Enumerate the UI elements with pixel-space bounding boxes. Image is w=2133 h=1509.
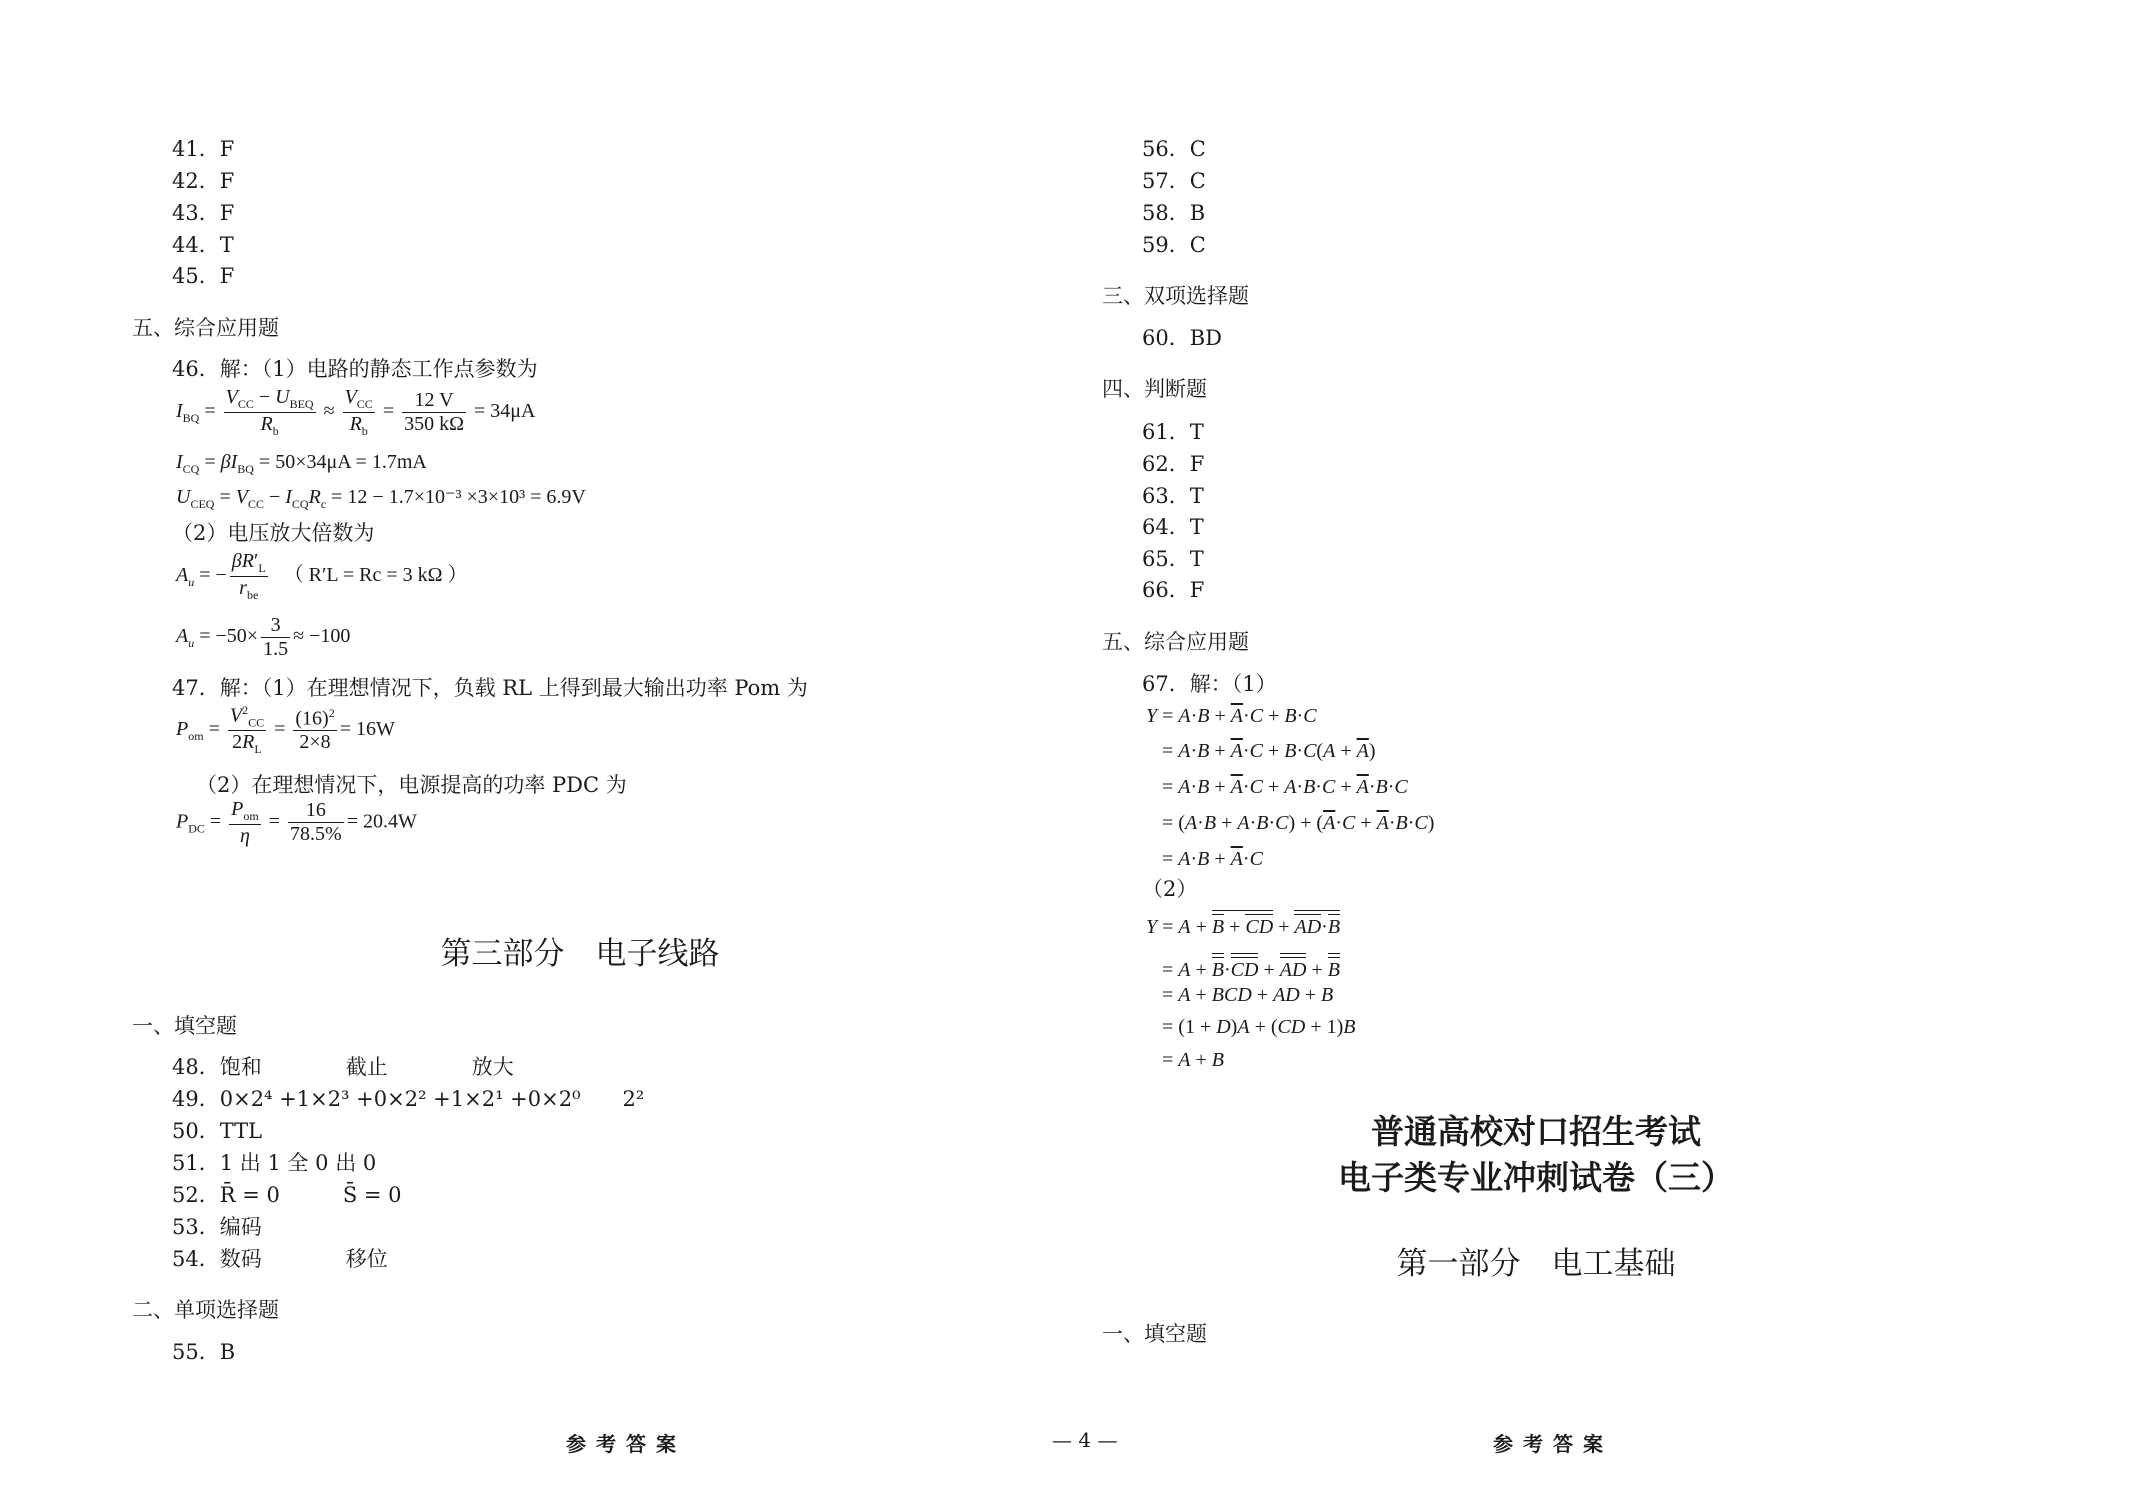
answer-48: 48．饱和 截止 放大 [172, 1055, 514, 1079]
q67-eq-2: = $A\cdot B + \overline{A}\cdot C + B\cdot C(A + \overline{A})$ [1162, 740, 1376, 762]
section-heading-3: 三、双项选择题 [1102, 284, 1249, 308]
q47-intro: 47．解：（1）在理想情况下，负载 RL 上得到最大输出功率 Pom 为 [172, 676, 808, 700]
answer-60: 60．BD [1142, 326, 1223, 350]
q67-eq-9: = (1 + D)A + (CD + 1)B [1162, 1016, 1356, 1038]
q46-equation-icq: $I_{CQ} = \beta I_{BQ} = 50\times 34\mu A = 1.7mA$ [176, 451, 427, 476]
q67-eq-1: $Y = A\cdot B + \overline{A}\cdot C + B\cdot C$ [1146, 705, 1317, 727]
answer-41: 41．F [172, 137, 235, 161]
q46-intro: 46．解：（1）电路的静态工作点参数为 [172, 357, 538, 381]
answer-45: 45．F [172, 264, 235, 288]
answer-43: 43．F [172, 201, 235, 225]
q47-part2: （2）在理想情况下，电源提高的功率 PDC 为 [196, 773, 627, 797]
page-number: — 4 — [1052, 1428, 1118, 1452]
section-heading-2: 二、单项选择题 [132, 1298, 279, 1322]
section-heading-1: 一、填空题 [132, 1014, 237, 1038]
exam-title-line-2: 电子类专业冲刺试卷（三） [1338, 1158, 1734, 1197]
q46-part2: （2）电压放大倍数为 [172, 521, 375, 545]
answer-58: 58．B [1142, 201, 1206, 225]
answer-61: 61．T [1142, 420, 1204, 444]
answer-59: 59．C [1142, 233, 1206, 257]
answer-53: 53．编码 [172, 1215, 262, 1239]
q46-equation-au: $A_u$ = − $\frac{\beta R'_L}{r_{be}}$ （ R′L = Rc = 3 kΩ ） [176, 550, 468, 602]
answer-64: 64．T [1142, 515, 1204, 539]
section-heading-1: 一、填空题 [1102, 1322, 1207, 1346]
left-page [0, 0, 1066, 1509]
answer-51: 51．1 出 1 全 0 出 0 [172, 1151, 377, 1175]
q47-equation-pdc: $P_{DC}$ = $\frac{P_{om}}{\eta}$ = $\frac{16}{78.5\%}$ = 20.4W [176, 798, 417, 847]
answer-49: 49．0×2⁴ +1×2³ +0×2² +1×2¹ +0×2⁰ 2² [172, 1087, 645, 1111]
answer-63: 63．T [1142, 484, 1204, 508]
q67-eq-5: = $A\cdot B + \overline{A}\cdot C$ [1162, 848, 1263, 870]
q67-eq-6: Y = A + B + CD + AD·B [1146, 910, 1340, 937]
answer-57: 57．C [1142, 169, 1206, 193]
left-footer: 参考答案 [566, 1432, 686, 1456]
answer-44: 44．T [172, 233, 234, 257]
q67-part2: （2） [1142, 877, 1198, 901]
section-heading-5: 五、综合应用题 [132, 316, 279, 340]
q67-intro: 67．解：（1） [1142, 672, 1277, 696]
exam-title-line-1: 普通高校对口招生考试 [1371, 1112, 1701, 1151]
q46-equation-uceq: $U_{CEQ} = V_{CC} - I_{CQ}R_c = 12 - 1.7\times 10^{-3} \times 3\times 10^3 = 6.9V$ [176, 486, 586, 511]
answer-52: 52．R̄ = 0 S̄ = 0 [172, 1183, 402, 1207]
q67-eq-4: = $(A\cdot B + A\cdot B\cdot C) + (\overline{A}\cdot C + \overline{A}\cdot B\cdot C)$ [1162, 812, 1435, 834]
q67-eq-8: = A + BCD + AD + B [1162, 984, 1334, 1006]
q46-equation-ibq: $I_{BQ}$ = $\frac{V_{CC} - U_{BEQ}}{R_b}$ ≈ $\frac{V_{CC}}{R_b}$ = $\frac{12 V}{350 k\Omega}$ = 34μA [176, 386, 536, 438]
answer-65: 65．T [1142, 547, 1204, 571]
answer-50: 50．TTL [172, 1119, 263, 1143]
answer-62: 62．F [1142, 452, 1205, 476]
right-footer: 参考答案 [1493, 1432, 1613, 1456]
section-heading-4: 四、判断题 [1102, 377, 1207, 401]
right-page [1066, 0, 2133, 1509]
answer-54: 54．数码 移位 [172, 1247, 388, 1271]
section-heading-5: 五、综合应用题 [1102, 630, 1249, 654]
q46-equation-au-value: $A_u = -50\times$ $\frac{3}{1.5}$ ≈ −100 [176, 614, 351, 660]
q67-eq-3: = $A\cdot B + \overline{A}\cdot C + A\cdot B\cdot C + \overline{A}\cdot B\cdot C$ [1162, 776, 1408, 798]
q67-eq-10: = A + B [1162, 1049, 1224, 1071]
q47-equation-pom: $P_{om}$ = $\frac{V^2_{CC}}{2R_L}$ = $\frac{(16)^2}{2\times 8}$ = 16W [176, 703, 395, 757]
answer-66: 66．F [1142, 578, 1205, 602]
q67-eq-7: = A + B·CD + AD + B [1162, 953, 1340, 980]
answer-42: 42．F [172, 169, 235, 193]
answer-55: 55．B [172, 1340, 236, 1364]
part3-title: 第三部分 电子线路 [440, 936, 720, 972]
answer-56: 56．C [1142, 137, 1206, 161]
part1-title: 第一部分 电工基础 [1396, 1246, 1676, 1282]
